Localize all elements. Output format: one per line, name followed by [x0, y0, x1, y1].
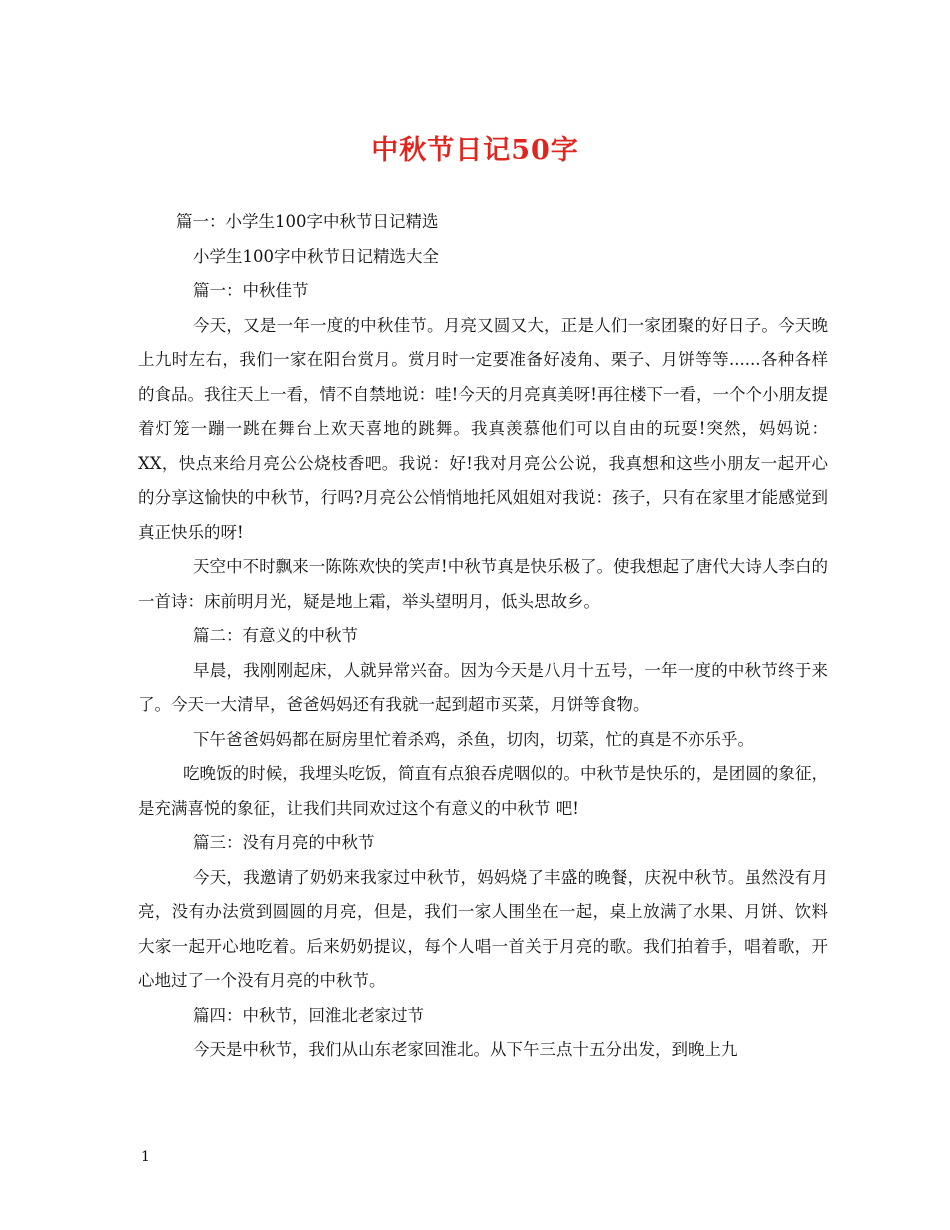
body-paragraph: 下午爸爸妈妈都在厨房里忙着杀鸡，杀鱼，切肉，切菜，忙的真是不亦乐乎。 [193, 729, 754, 749]
section-heading: 篇一：中秋佳节 [193, 281, 309, 300]
body-paragraph: 早晨，我刚刚起床，人就异常兴奋。因为今天是八月十五号，一年一度的中秋节终于来了。今天一大清早，爸爸妈妈还有我就一起到超市买菜，月饼等食物。 [138, 660, 828, 714]
page-number: 1 [141, 1149, 150, 1165]
body-paragraph: 今天是中秋节，我们从山东老家回淮北。从下午三点十五分出发，到晚上九 [193, 1040, 738, 1059]
section-heading: 篇一：小学生100字中秋节日记精选 [176, 212, 439, 231]
body-paragraph: 天空中不时飘来一陈陈欢快的笑声!中秋节真是快乐极了。使我想起了唐代大诗人李白的一首诗：床前明月光，疑是地上霜，举头望明月，低头思故乡。 [138, 557, 828, 611]
document-title: 中秋节日记50字 [371, 135, 579, 166]
body-paragraph: 今天，我邀请了奶奶来我家过中秋节，妈妈烧了丰盛的晚餐，庆祝中秋节。虽然没有月亮，没有办法赏到圆圆的月亮，但是，我们一家人围坐在一起，桌上放满了水果、月饼、饮料大家一起开心地吃着。后来奶奶提议，每个人唱一首关于月亮的歌。我们拍着手，唱着歌，开心地过了一个没有月亮的中秋节。 [138, 867, 828, 990]
subtitle: 小学生100字中秋节日记精选大全 [193, 246, 439, 266]
body-paragraph: 今天，又是一年一度的中秋佳节。月亮又圆又大，正是人们一家团聚的好日子。今天晚上九时左右，我们一家在阳台赏月。赏月时一定要准备好凌角、栗子、月饼等等......各种各样的食品。我往天上一看，情不自禁地说：哇!今天的月亮真美呀!再往楼下一看，一个个小朋友提着灯笼一蹦一跳在舞台上欢天喜地的跳舞。我真羡慕他们可以自由的玩耍!突然，妈妈说：XX，快点来给月亮公公烧枝香吧。我说：好!我对月亮公公说，我真想和这些小朋友一起开心的分享这愉快的中秋节，行吗?月亮公公悄悄地托风姐姐对我说：孩子，只有在家里才能感觉到真正快乐的呀! [138, 315, 828, 542]
section-heading: 篇二：有意义的中秋节 [193, 626, 358, 645]
section-heading: 篇四：中秋节，回淮北老家过节 [193, 1005, 424, 1025]
body-paragraph: 吃晚饭的时候，我埋头吃饭，简直有点狼吞虎咽似的。中秋节是快乐的，是团圆的象征，是充满喜悦的象征，让我们共同欢过这个有意义的中秋节 吧! [138, 764, 828, 818]
section-heading: 篇三：没有月亮的中秋节 [193, 833, 375, 852]
document-body [138, 205, 828, 1068]
